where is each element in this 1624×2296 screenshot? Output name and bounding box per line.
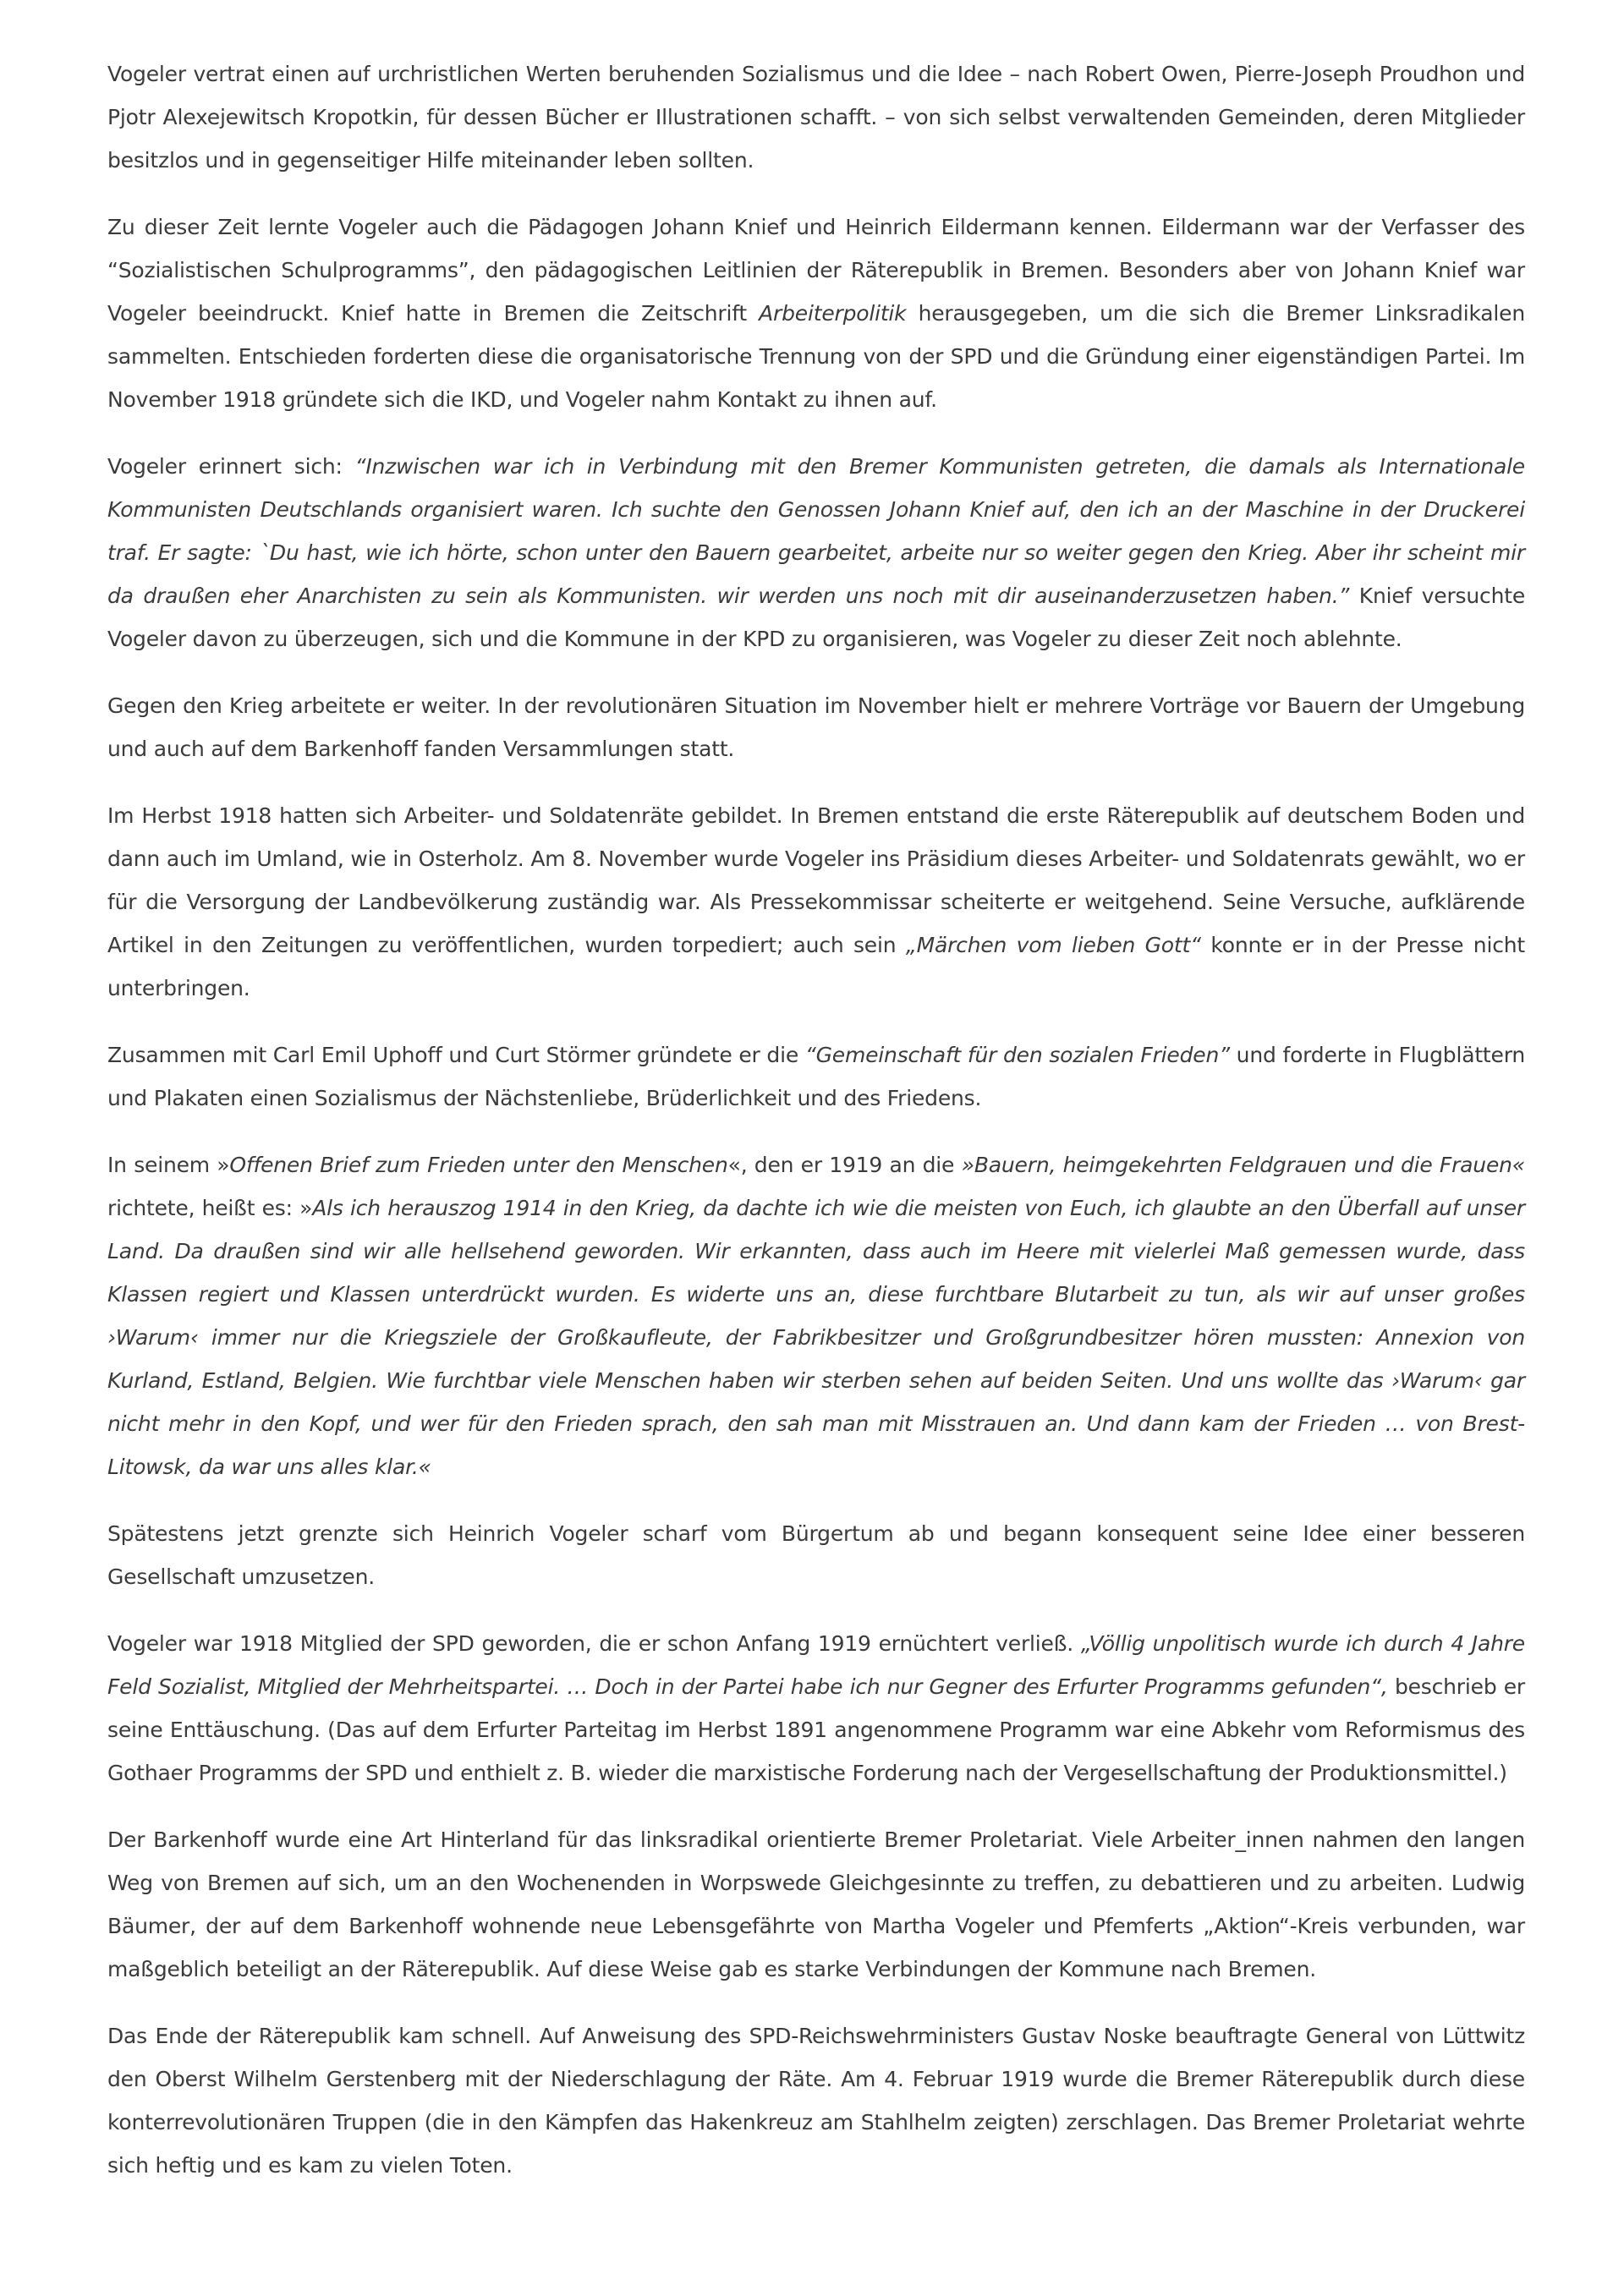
- text-run: Knief versuchte Vogeler davon zu überzeugen, sich und die Kommune in der KPD zu organisieren, was Vogeler zu dieser Zeit noch ablehnte.: [107, 584, 1525, 651]
- text-run: herausgegeben, um die sich die Bremer Linksradikalen sammelten. Entschieden forderten diese die organisatorische Trennung von der SPD und die Gründung einer eigenständigen Partei. Im November 1918 gründete sich die IKD, und Vogeler nahm Kontakt zu ihnen auf.: [107, 301, 1525, 412]
- paragraph-6: [107, 1033, 1525, 1120]
- text-run: «, den er 1919 an die: [727, 1153, 962, 1177]
- text-run: Zusammen mit Carl Emil Uphoff und Curt Störmer gründete er die: [107, 1043, 805, 1067]
- text-run: Vogeler vertrat einen auf urchristlichen Werten beruhenden Sozialismus und die Idee – nach Robert Owen, Pierre-Joseph Proudhon und Pjotr Alexejewitsch Kropotkin, für dessen Bücher er Illustrationen schafft. – von sich selbst verwaltenden Gemeinden, deren Mitglieder besitzlos und in gegenseitiger Hilfe miteinander leben sollten.: [107, 62, 1525, 173]
- text-run: Vogeler erinnert sich:: [107, 454, 355, 479]
- paragraph-11: [107, 2014, 1525, 2187]
- paragraph-1: [107, 52, 1525, 182]
- paragraph-9: [107, 1622, 1525, 1795]
- paragraph-10: [107, 1818, 1525, 1991]
- italic-run: Arbeiterpolitik: [759, 301, 907, 326]
- italic-run: »Bauern, heimgekehrten Feldgrauen und die Frauen«: [961, 1153, 1525, 1177]
- text-run: richtete, heißt es: »: [107, 1196, 313, 1220]
- text-run: Gegen den Krieg arbeitete er weiter. In der revolutionären Situation im November hielt er mehrere Vorträge vor Bauern der Umgebung und auch auf dem Barkenhoff fanden Versammlungen statt.: [107, 693, 1525, 761]
- italic-run: Als ich herauszog 1914 in den Krieg, da dachte ich wie die meisten von Euch, ich glaubte an den Überfall auf unser Land. Da draußen sind wir alle hellsehend geworden. Wir erkannten, dass auch im Heere mit vielerlei Maß gemessen wurde, dass Klassen regiert und Klassen unterdrückt wurden. Es widerte uns an, diese furchtbare Blutarbeit zu tun, als wir auf unser großes ›Warum‹ immer nur die Kriegsziele der Großkaufleute, der Fabrikbesitzer und Großgrundbesitzer hören mussten: Annexion von Kurland, Estland, Belgien. Wie furchtbar viele Menschen haben wir sterben sehen auf beiden Seiten. Und uns wollte das ›Warum‹ gar nicht mehr in den Kopf, und wer für den Frieden sprach, den sah man mit Misstrauen an. Und dann kam der Frieden … von Brest-Litowsk, da war uns alles klar.«: [107, 1196, 1525, 1479]
- text-run: Spätestens jetzt grenzte sich Heinrich Vogeler scharf vom Bürgertum ab und begann konsequent seine Idee einer besseren Gesellschaft umzusetzen.: [107, 1521, 1525, 1589]
- text-run: Das Ende der Räterepublik kam schnell. Auf Anweisung des SPD-Reichswehrministers Gustav Noske beauftragte General von Lüttwitz den Oberst Wilhelm Gerstenberg mit der Niederschlagung der Räte. Am 4. Februar 1919 wurde die Bremer Räterepublik durch diese konterrevolutionären Truppen (die in den Kämpfen das Hakenkreuz am Stahlhelm zeigten) zerschlagen. Das Bremer Proletariat wehrte sich heftig und es kam zu vielen Toten.: [107, 2024, 1525, 2178]
- paragraph-2: [107, 205, 1525, 421]
- text-run: In seinem »: [107, 1153, 230, 1177]
- italic-run: “Gemeinschaft für den sozialen Frieden”: [804, 1043, 1230, 1067]
- text-run: und forderte in Flugblättern und Plakaten einen Sozialismus der Nächstenliebe, Brüderlichkeit und des Friedens.: [107, 1043, 1525, 1110]
- paragraph-7: [107, 1143, 1525, 1488]
- italic-run: „Märchen vom lieben Gott“: [905, 933, 1201, 957]
- text-run: Vogeler war 1918 Mitglied der SPD geworden, die er schon Anfang 1919 ernüchtert verließ.: [107, 1631, 1081, 1656]
- italic-run: “Inzwischen war ich in Verbindung mit den Bremer Kommunisten getreten, die damals als Internationale Kommunisten Deutschlands organisiert waren. Ich suchte den Genossen Johann Knief auf, den ich an der Maschine in der Druckerei traf. Er sagte: `Du hast, wie ich hörte, schon unter den Bauern gearbeitet, arbeite nur so weiter gegen den Krieg. Aber ihr scheint mir da draußen eher Anarchisten zu sein als Kommunisten. wir werden uns noch mit dir auseinanderzusetzen haben.”: [107, 454, 1525, 608]
- paragraph-8: [107, 1512, 1525, 1598]
- text-run: konnte er in der Presse nicht unterbringen.: [107, 933, 1525, 1000]
- italic-run: „Völlig unpolitisch wurde ich durch 4 Jahre Feld Sozialist, Mitglied der Mehrheitspartei. … Doch in der Partei habe ich nur Gegner des Erfurter Programms gefunden“,: [107, 1631, 1525, 1699]
- document-body: [107, 52, 1525, 2211]
- text-run: Der Barkenhoff wurde eine Art Hinterland für das linksradikal orientierte Bremer Proletariat. Viele Arbeiter_innen nahmen den langen Weg von Bremen auf sich, um an den Wochenenden in Worpswede Gleichgesinnte zu treffen, zu debattieren und zu arbeiten. Ludwig Bäumer, der auf dem Barkenhoff wohnende neue Lebensgefährte von Martha Vogeler und Pfemferts „Aktion“-Kreis verbunden, war maßgeblich beteiligt an der Räterepublik. Auf diese Weise gab es starke Verbindungen der Kommune nach Bremen.: [107, 1827, 1525, 1981]
- paragraph-3: [107, 445, 1525, 660]
- italic-run: Offenen Brief zum Frieden unter den Menschen: [229, 1153, 728, 1177]
- text-run: beschrieb er seine Enttäuschung. (Das auf dem Erfurter Parteitag im Herbst 1891 angenommene Programm war eine Abkehr vom Reformismus des Gothaer Programms der SPD und enthielt z. B. wieder die marxistische Forderung nach der Vergesellschaftung der Produktionsmittel.): [107, 1674, 1526, 1785]
- paragraph-5: [107, 794, 1525, 1010]
- text-run: Zu dieser Zeit lernte Vogeler auch die Pädagogen Johann Knief und Heinrich Eildermann kennen. Eildermann war der Verfasser des “Sozialistischen Schulprogramms”, den pädagogischen Leitlinien der Räterepublik in Bremen. Besonders aber von Johann Knief war Vogeler beeindruckt. Knief hatte in Bremen die Zeitschrift: [107, 215, 1525, 326]
- paragraph-4: [107, 684, 1525, 770]
- text-run: Im Herbst 1918 hatten sich Arbeiter- und Soldatenräte gebildet. In Bremen entstand die erste Räterepublik auf deutschem Boden und dann auch im Umland, wie in Osterholz. Am 8. November wurde Vogeler ins Präsidium dieses Arbeiter- und Soldatenrats gewählt, wo er für die Versorgung der Landbevölkerung zuständig war. Als Pressekommissar scheiterte er weitgehend. Seine Versuche, aufklärende Artikel in den Zeitungen zu veröffentlichen, wurden torpediert; auch sein: [107, 803, 1525, 957]
